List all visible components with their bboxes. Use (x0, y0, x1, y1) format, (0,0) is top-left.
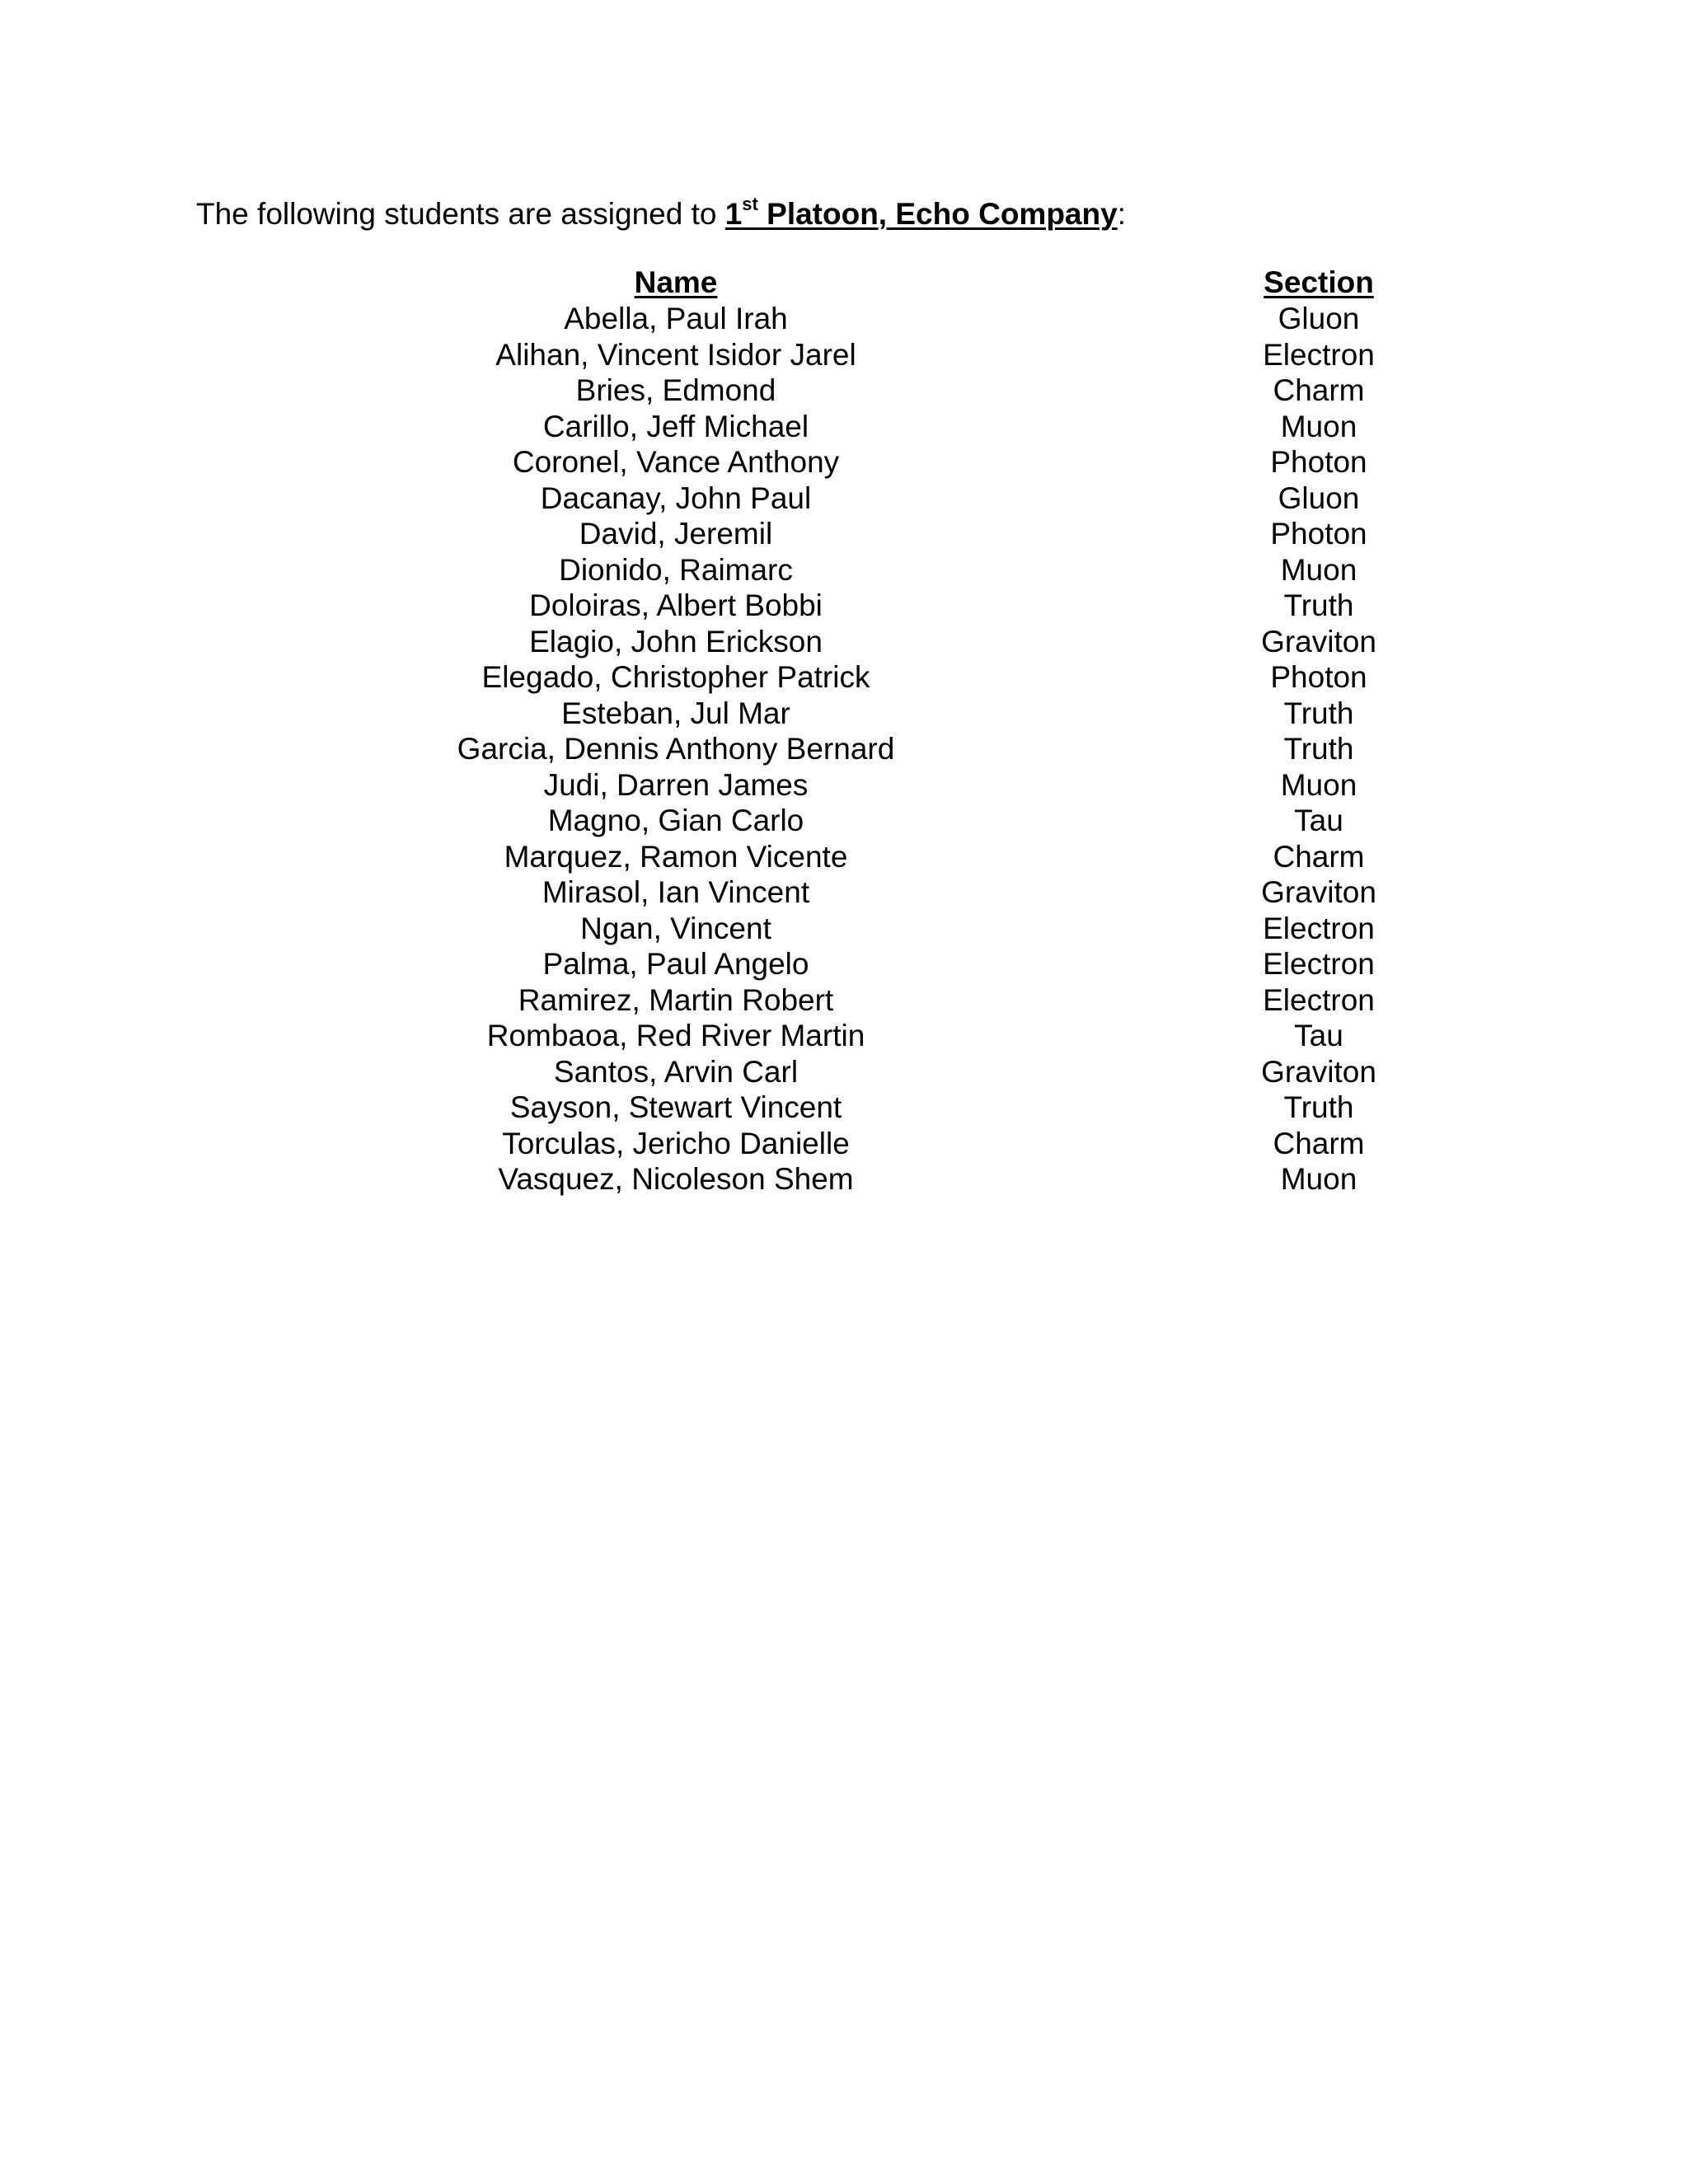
student-section: Photon (1270, 445, 1367, 479)
student-name: Torculas, Jericho Danielle (502, 1126, 850, 1160)
ordinal-suffix: st (742, 194, 758, 214)
student-name: Carillo, Jeff Michael (542, 409, 809, 443)
student-name: Dacanay, John Paul (540, 480, 812, 515)
student-section: Electron (1263, 337, 1375, 372)
student-section: Electron (1263, 982, 1375, 1017)
student-name: Dionido, Raimarc (559, 552, 793, 587)
student-section: Tau (1294, 1019, 1343, 1052)
intro-sentence (196, 188, 1126, 241)
student-name: Elagio, John Erickson (529, 624, 823, 658)
name-column (396, 265, 956, 1197)
student-section: Truth (1283, 732, 1354, 766)
student-section: Gluon (1278, 480, 1360, 515)
student-name: Garcia, Dennis Anthony Bernard (457, 732, 895, 766)
student-section: Photon (1270, 660, 1367, 694)
student-name: Palma, Paul Angelo (542, 947, 809, 981)
student-name: Vasquez, Nicoleson Shem (498, 1162, 854, 1196)
student-section: Electron (1263, 947, 1375, 981)
student-name: Esteban, Jul Mar (561, 696, 790, 730)
name-header: Name (634, 265, 718, 299)
student-name: Judi, Darren James (543, 767, 809, 802)
student-section: Charm (1273, 839, 1365, 874)
student-section: Graviton (1261, 624, 1376, 658)
student-name: Alihan, Vincent Isidor Jarel (495, 337, 856, 372)
student-section: Muon (1280, 767, 1357, 802)
student-section: Graviton (1261, 1054, 1376, 1089)
student-section: Muon (1280, 552, 1357, 587)
student-name: Marquez, Ramon Vicente (504, 839, 848, 874)
unit-name: Platoon, Echo Company (757, 197, 1118, 231)
section-column (1195, 265, 1442, 1197)
student-name: Bries, Edmond (575, 373, 776, 407)
student-section: Electron (1263, 911, 1375, 945)
student-name: Doloiras, Albert Bobbi (529, 588, 823, 622)
intro-lead: The following students are assigned to (196, 197, 725, 231)
student-name: Magno, Gian Carlo (547, 804, 804, 837)
student-section: Graviton (1261, 875, 1376, 909)
student-section: Muon (1280, 1162, 1357, 1196)
student-section: Charm (1273, 1126, 1365, 1160)
student-name: Coronel, Vance Anthony (512, 445, 840, 479)
student-name: David, Jeremil (579, 517, 773, 551)
student-section: Gluon (1278, 302, 1360, 335)
ordinal-number: 1 (724, 197, 743, 231)
student-name: Mirasol, Ian Vincent (542, 875, 810, 909)
student-name: Ramirez, Martin Robert (518, 982, 834, 1017)
student-name: Sayson, Stewart Vincent (509, 1090, 842, 1124)
section-header: Section (1264, 265, 1374, 299)
student-section: Truth (1283, 588, 1354, 622)
unit-assignment (724, 194, 1118, 231)
student-section: Muon (1280, 409, 1357, 443)
intro-trail: : (1117, 197, 1126, 231)
student-section: Photon (1270, 517, 1367, 551)
student-section: Charm (1273, 373, 1365, 407)
student-name: Elegado, Christopher Patrick (481, 660, 870, 694)
student-section: Tau (1294, 804, 1343, 837)
student-name: Santos, Arvin Carl (553, 1054, 799, 1089)
student-section: Truth (1283, 1090, 1354, 1124)
student-section: Truth (1283, 696, 1354, 730)
student-name: Ngan, Vincent (580, 911, 771, 945)
student-name: Abella, Paul Irah (564, 302, 788, 335)
student-name: Rombaoa, Red River Martin (486, 1019, 865, 1052)
